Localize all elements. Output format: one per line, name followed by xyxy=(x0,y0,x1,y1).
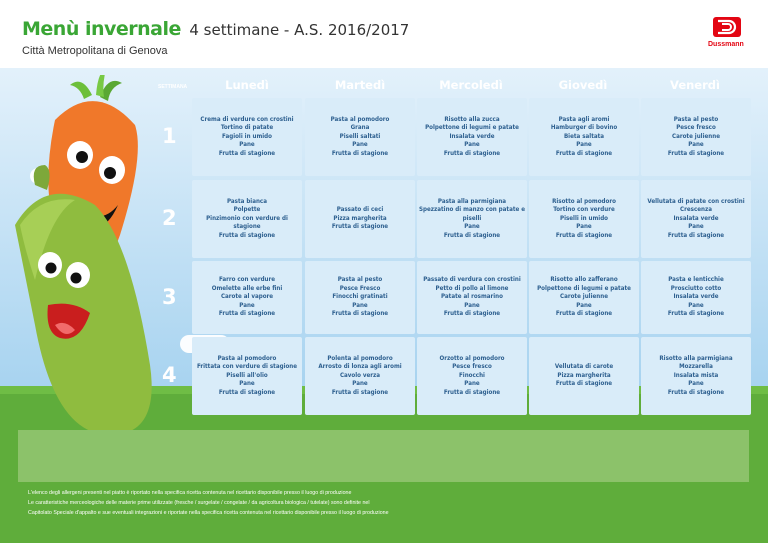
title-main: Menù invernale xyxy=(22,18,181,40)
menu-dish: Pane xyxy=(464,141,480,149)
menu-dish: Frutta di stagione xyxy=(667,149,725,157)
menu-dish: Pane xyxy=(576,141,592,149)
menu-cell xyxy=(529,261,639,334)
menu-dish: Arrosto di lonza agli aromi xyxy=(318,363,402,371)
menu-dish: Frutta di stagione xyxy=(443,231,501,239)
menu-cell xyxy=(305,98,415,176)
menu-cell xyxy=(192,261,302,334)
mascots-illustration xyxy=(0,75,200,445)
menu-dish: piselli xyxy=(462,214,482,222)
organization-name: Città Metropolitana di Genova xyxy=(22,45,168,57)
menu-cell xyxy=(417,337,527,415)
footnote-line: Capitolato Speciale d'appalto e sue eventuali integrazioni e riportate nella specifica ricetta contenuta nel ricettario disponibile presso il luogo di produzione xyxy=(28,510,389,516)
menu-cell xyxy=(529,180,639,258)
menu-dish: Patate al rosmarino xyxy=(441,293,503,301)
menu-dish: Frutta di stagione xyxy=(331,310,389,318)
menu-dish: Pasta e lenticchie xyxy=(668,276,724,284)
menu-dish: Tortino con verdure xyxy=(553,206,615,214)
menu-cell xyxy=(641,337,751,415)
footnote-box xyxy=(18,430,749,482)
menu-dish: Omelette alle erbe fini xyxy=(211,284,283,292)
menu-dish: Pane xyxy=(576,223,592,231)
menu-dish: Finocchi gratinati xyxy=(332,293,388,301)
menu-dish: Piselli all'olio xyxy=(226,371,268,379)
menu-dish: Risotto alla parmigiana xyxy=(659,354,733,362)
menu-dish: Polpettone di legumi e patate xyxy=(425,124,519,132)
menu-dish: Carote julienne xyxy=(672,132,720,140)
menu-dish: Crescenza xyxy=(680,206,712,214)
menu-dish: Pane xyxy=(239,141,255,149)
menu-dish: Frutta di stagione xyxy=(555,231,613,239)
menu-cell xyxy=(305,180,415,258)
menu-dish: Insalata mista xyxy=(673,371,719,379)
menu-dish: Risotto al pomodoro xyxy=(552,197,616,205)
menu-dish: Pesce Fresco xyxy=(339,284,381,292)
menu-dish: Pane xyxy=(352,141,368,149)
menu-dish: Pane xyxy=(576,301,592,309)
menu-dish: Bieta saltata xyxy=(563,132,605,140)
day-header: Giovedì xyxy=(558,78,608,92)
menu-dish: Piselli saltati xyxy=(339,132,381,140)
menu-dish: Finocchi xyxy=(459,371,485,379)
menu-dish: stagione xyxy=(233,223,261,231)
menu-dish: Pane xyxy=(688,223,704,231)
menu-dish: Carote julienne xyxy=(560,293,608,301)
menu-dish: Farro con verdure xyxy=(218,276,276,284)
menu-dish: Pane xyxy=(464,223,480,231)
menu-dish: Frutta di stagione xyxy=(443,310,501,318)
menu-dish: Pasta agli aromi xyxy=(558,115,610,123)
menu-dish: Frittata con verdure di stagione xyxy=(196,363,298,371)
week-number: 3 xyxy=(162,284,177,309)
menu-dish: Pinzimonio con verdure di xyxy=(206,214,288,222)
cloud xyxy=(596,12,624,30)
menu-dish: Pizza margherita xyxy=(557,371,611,379)
menu-dish: Frutta di stagione xyxy=(443,149,501,157)
menu-dish: Frutta di stagione xyxy=(443,388,501,396)
week-number: 2 xyxy=(162,206,177,230)
menu-dish: Grana xyxy=(350,124,370,132)
menu-cell xyxy=(529,98,639,176)
day-header: Martedì xyxy=(334,78,386,92)
menu-dish: Insalata verde xyxy=(673,293,719,301)
menu-dish: Frutta di stagione xyxy=(667,231,725,239)
page-header xyxy=(0,0,768,68)
menu-dish: Pane xyxy=(688,141,704,149)
menu-cell xyxy=(192,337,302,415)
menu-dish: Tortino di patate xyxy=(220,124,274,132)
menu-dish: Insalata verde xyxy=(673,214,719,222)
menu-dish: Frutta di stagione xyxy=(218,149,276,157)
menu-dish: Frutta di stagione xyxy=(331,223,389,231)
zucchini-mascot-icon xyxy=(15,165,152,435)
menu-dish: Frutta di stagione xyxy=(218,388,276,396)
menu-cell xyxy=(417,261,527,334)
menu-dish: Frutta di stagione xyxy=(331,388,389,396)
menu-dish: Hamburger di bovino xyxy=(550,124,618,132)
menu-dish: Cavolo verza xyxy=(339,371,381,379)
menu-dish: Frutta di stagione xyxy=(218,231,276,239)
title-sub: 4 settimane - A.S. 2016/2017 xyxy=(189,21,410,39)
menu-dish: Pizza margherita xyxy=(333,214,387,222)
menu-cell xyxy=(417,98,527,176)
menu-dish: Pane xyxy=(688,301,704,309)
menu-dish: Prosciutto cotto xyxy=(670,284,722,292)
menu-dish: Orzotto al pomodoro xyxy=(439,354,505,362)
menu-dish: Pane xyxy=(352,301,368,309)
menu-dish: Spezzatino di manzo con patate e xyxy=(419,206,525,214)
menu-dish: Passato di ceci xyxy=(336,206,384,214)
footnote-line: Le caratteristiche merceologiche delle materie prime utilizzate (fresche / surgelate / congelate / da agricoltura biologica / tutelate) sono definite nel xyxy=(28,500,370,506)
menu-dish: Carote al vapore xyxy=(220,293,274,301)
page-title xyxy=(22,18,409,40)
week-number: 1 xyxy=(162,124,177,148)
menu-dish: Frutta di stagione xyxy=(331,149,389,157)
menu-dish: Frutta di stagione xyxy=(555,380,613,388)
menu-cell xyxy=(192,180,302,258)
menu-dish: Pasta al pesto xyxy=(337,276,383,284)
menu-dish: Frutta di stagione xyxy=(218,310,276,318)
week-column-header: SETTIMANA xyxy=(158,84,188,90)
menu-dish: Pasta al pomodoro xyxy=(217,354,277,362)
menu-dish: Vellutata di carote xyxy=(554,363,614,371)
menu-dish: Pane xyxy=(688,380,704,388)
day-header: Venerdì xyxy=(670,78,720,92)
menu-dish: Frutta di stagione xyxy=(667,388,725,396)
menu-dish: Pasta alla parmigiana xyxy=(437,197,507,205)
menu-dish: Pane xyxy=(352,380,368,388)
menu-dish: Insalata verde xyxy=(449,132,495,140)
menu-dish: Polpette xyxy=(233,206,261,214)
menu-dish: Pane xyxy=(239,301,255,309)
menu-cell xyxy=(529,337,639,415)
menu-cell xyxy=(417,180,527,258)
menu-dish: Pasta al pomodoro xyxy=(330,115,390,123)
menu-cell xyxy=(305,337,415,415)
menu-dish: Pesce fresco xyxy=(676,124,716,132)
menu-cell xyxy=(641,261,751,334)
menu-dish: Polenta al pomodoro xyxy=(327,354,393,362)
menu-cell xyxy=(641,180,751,258)
menu-dish: Frutta di stagione xyxy=(667,310,725,318)
week-number: 4 xyxy=(162,363,177,387)
menu-dish: Polpettone di legumi e patate xyxy=(537,284,631,292)
menu-dish: Petto di pollo al limone xyxy=(435,284,509,292)
menu-dish: Passato di verdura con crostini xyxy=(423,276,521,284)
day-header: Lunedì xyxy=(225,78,269,92)
menu-dish: Risotto alla zucca xyxy=(444,115,500,123)
menu-dish: Frutta di stagione xyxy=(555,310,613,318)
menu-cell xyxy=(305,261,415,334)
menu-dish: Mozzarella xyxy=(679,363,713,371)
menu-dish: Crema di verdure con crostini xyxy=(200,115,294,123)
menu-dish: Pane xyxy=(464,301,480,309)
menu-dish: Frutta di stagione xyxy=(555,149,613,157)
menu-dish: Risotto allo zafferano xyxy=(550,276,618,284)
menu-dish: Pane xyxy=(239,380,255,388)
day-header: Mercoledì xyxy=(439,78,503,92)
menu-cell xyxy=(641,98,751,176)
dussmann-logo-icon xyxy=(713,17,741,37)
menu-dish: Vellutata di patate con crostini xyxy=(647,197,745,205)
footnote-line: L'elenco degli allergeni presenti nel piatto è riportato nella specifica ricetta contenuta nel ricettario disponibile presso il luogo di produzione xyxy=(28,490,352,496)
menu-cell xyxy=(192,98,302,176)
menu-dish: Pasta bianca xyxy=(226,197,267,205)
menu-dish: Fagioli in umido xyxy=(222,132,272,140)
menu-dish: Piselli in umido xyxy=(559,214,609,222)
menu-dish: Pasta al pesto xyxy=(673,115,719,123)
menu-dish: Pane xyxy=(464,380,480,388)
logo-text: Dussmann xyxy=(708,41,744,48)
menu-dish: Pesce fresco xyxy=(452,363,492,371)
